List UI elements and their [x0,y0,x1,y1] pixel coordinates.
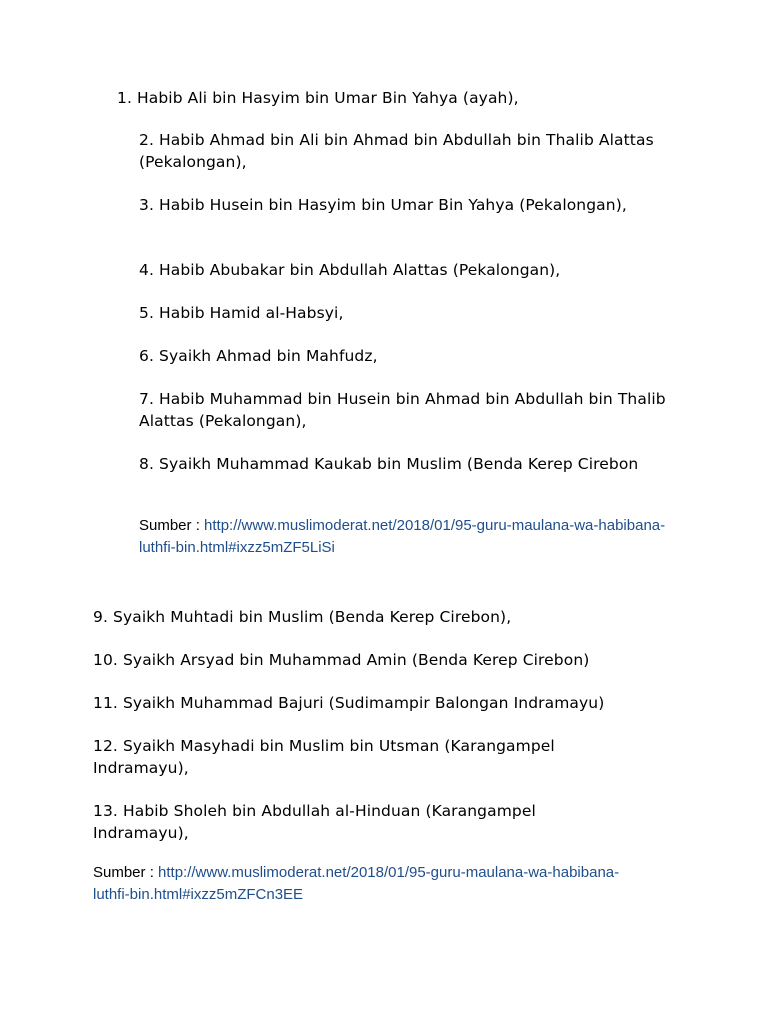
source-citation-2 [93,862,653,906]
list-item-6: 6. Syaikh Ahmad bin Mahfudz, [139,347,378,365]
list-item-10: 10. Syaikh Arsyad bin Muhammad Amin (Benda Kerep Cirebon) [93,651,590,669]
source-label: Sumber : [139,517,205,534]
list-item-9: 9. Syaikh Muhtadi bin Muslim (Benda Kerep Cirebon), [93,608,512,626]
list-item-12: 12. Syaikh Masyhadi bin Muslim bin Utsman (Karangampel Indramayu), [93,737,555,777]
list-item-7: 7. Habib Muhammad bin Husein bin Ahmad bin Abdullah bin Thalib Alattas (Pekalongan), [139,390,666,430]
source-link-1[interactable]: http://www.muslimoderat.net/2018/01/95-guru-maulana-wa-habibana-luthfi-bin.html#ixzz5mZF5LiSi [139,517,666,556]
list-item-11: 11. Syaikh Muhammad Bajuri (Sudimampir Balongan Indramayu) [93,694,605,712]
list-item-4: 4. Habib Abubakar bin Abdullah Alattas (Pekalongan), [139,261,561,279]
list-item-2: 2. Habib Ahmad bin Ali bin Ahmad bin Abdullah bin Thalib Alattas (Pekalongan), [139,131,654,171]
list-item-8: 8. Syaikh Muhammad Kaukab bin Muslim (Benda Kerep Cirebon [139,455,639,473]
list-item-1: 1. Habib Ali bin Hasyim bin Umar Bin Yahya (ayah), [117,89,519,107]
list-item-3: 3. Habib Husein bin Hasyim bin Umar Bin Yahya (Pekalongan), [139,196,627,214]
source-link-2[interactable]: http://www.muslimoderat.net/2018/01/95-guru-maulana-wa-habibana-luthfi-bin.html#ixzz5mZFCn3EE [93,864,620,903]
source-citation-1 [139,515,699,559]
list-item-5: 5. Habib Hamid al-Habsyi, [139,304,344,322]
list-item-13: 13. Habib Sholeh bin Abdullah al-Hinduan (Karangampel Indramayu), [93,802,536,842]
source-label: Sumber : [93,864,159,881]
